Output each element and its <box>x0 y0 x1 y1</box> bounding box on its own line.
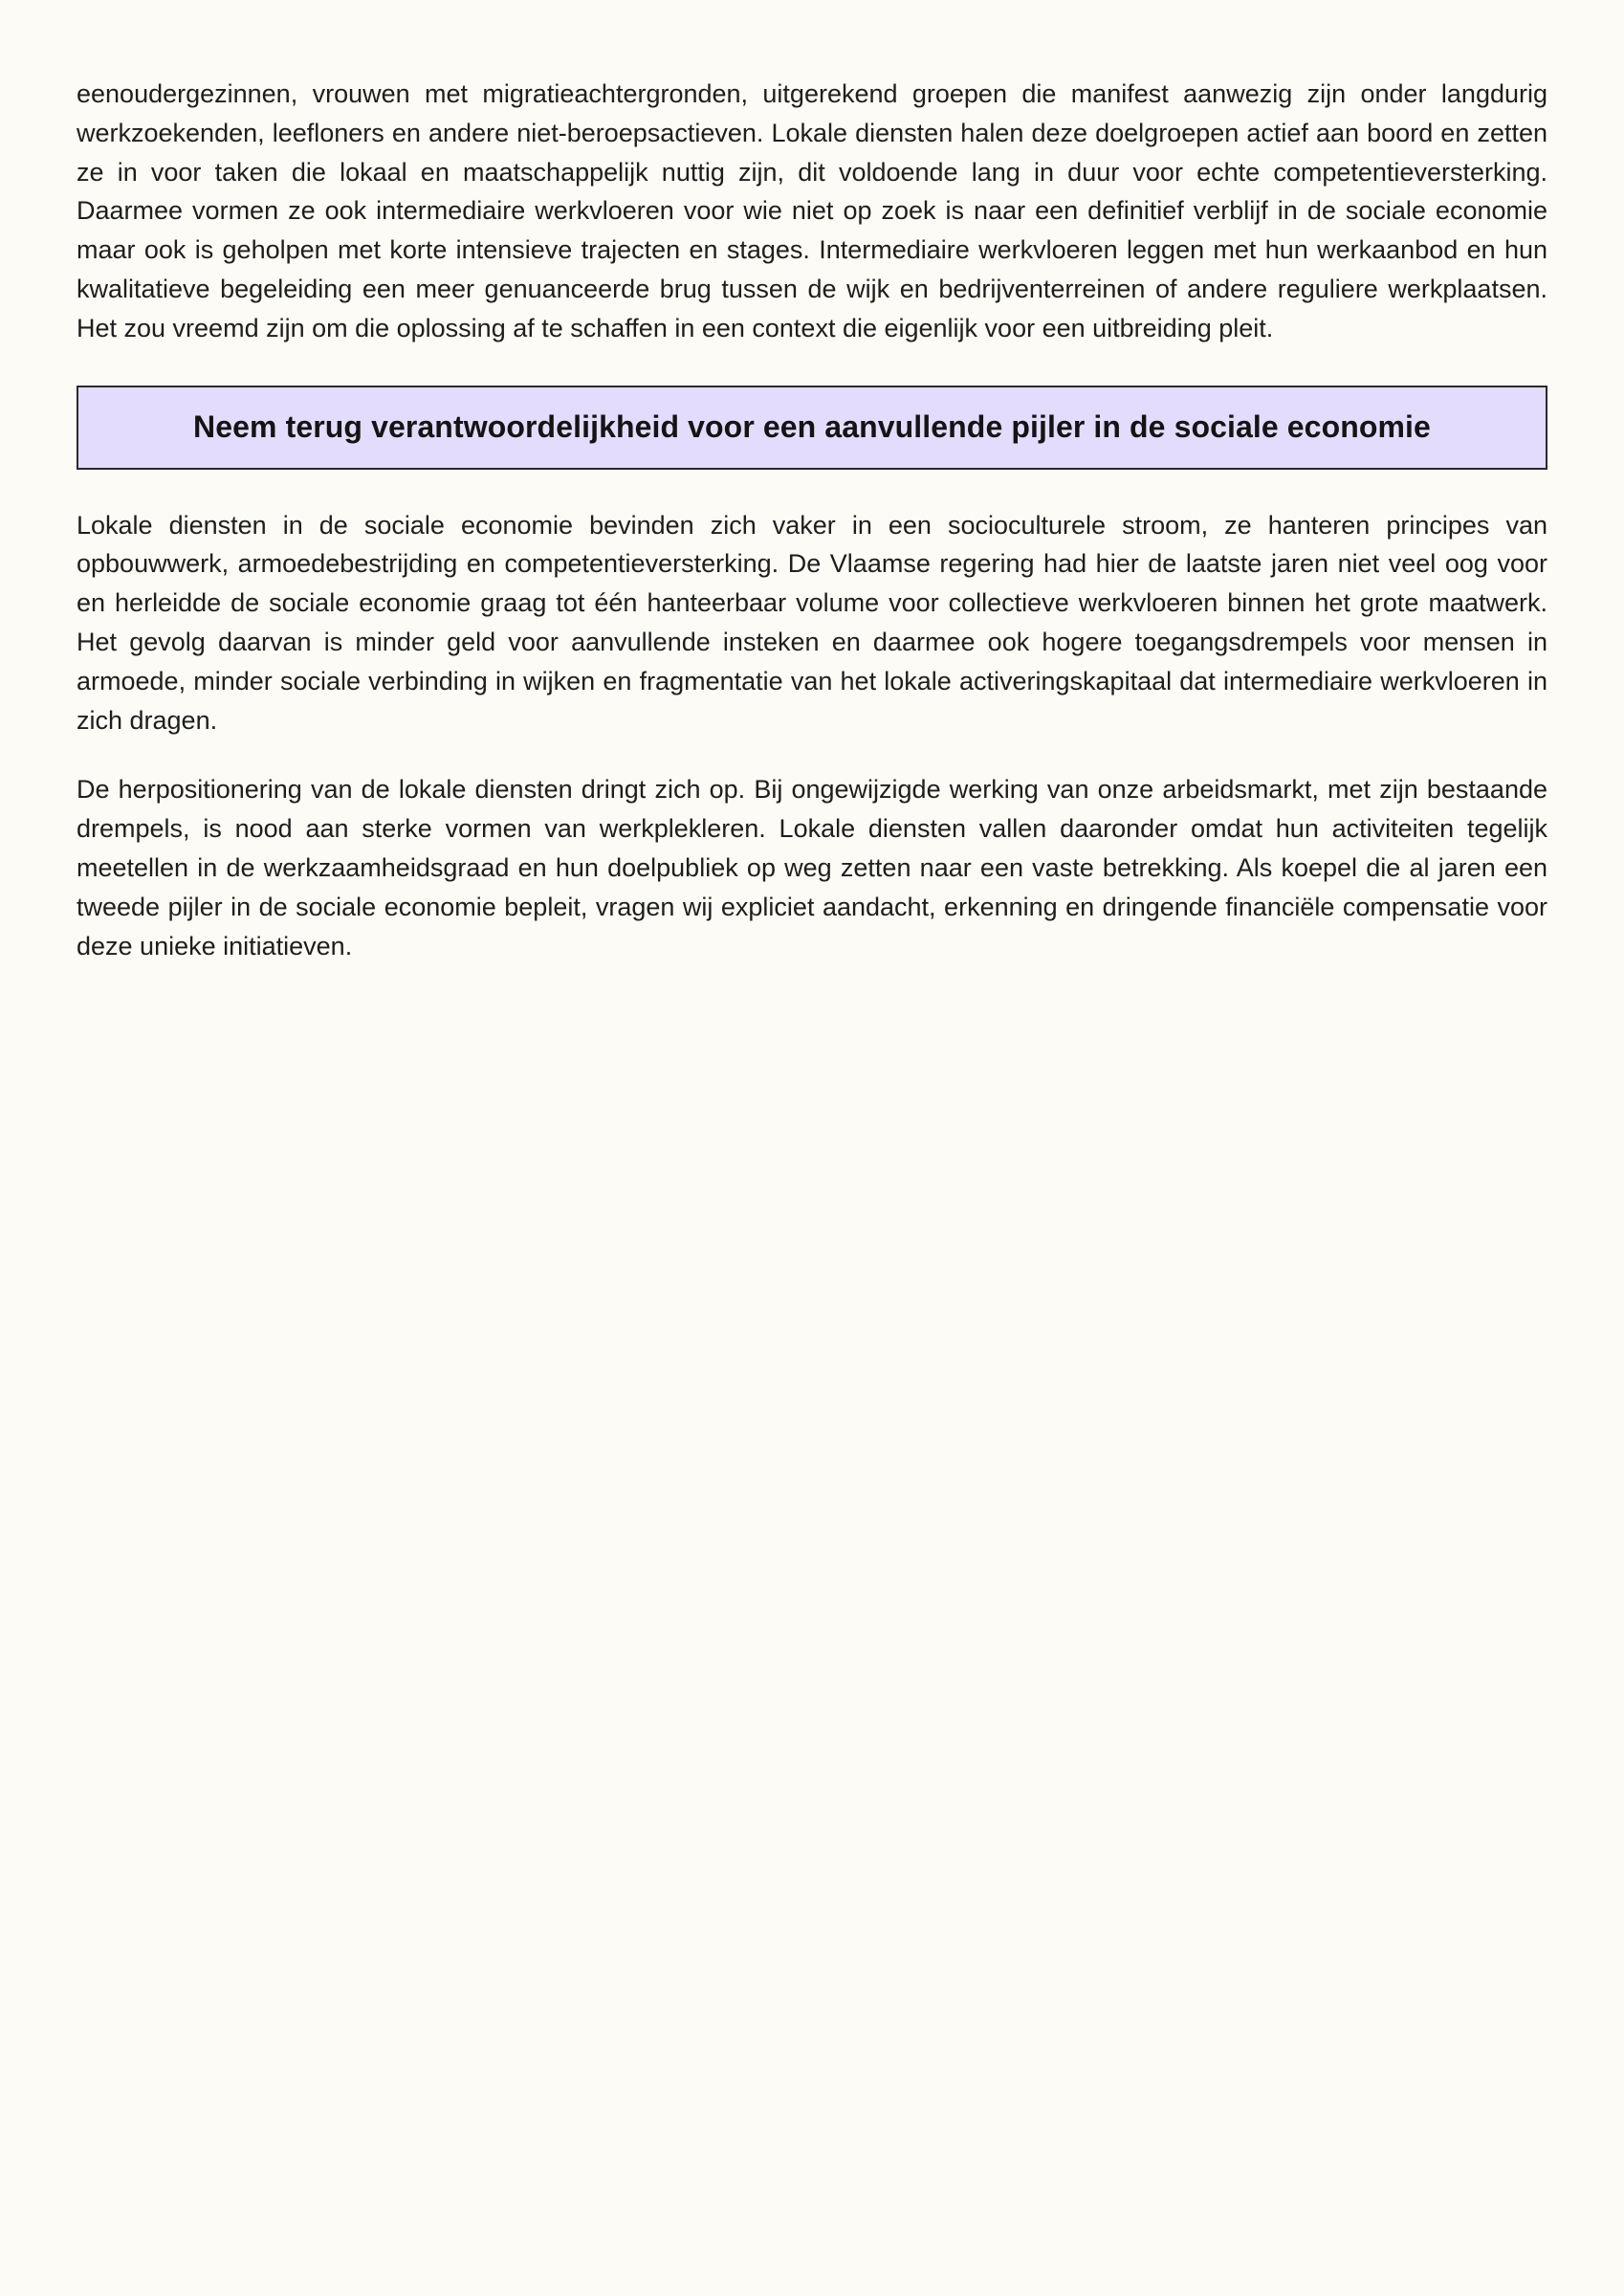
section-heading-box <box>77 386 1547 470</box>
document-page <box>77 75 1547 965</box>
section-paragraph: De herpositionering van de lokale diensten dringt zich op. Bij ongewijzigde werking van onze arbeidsmarkt, met zijn bestaande drempels, is nood aan sterke vormen van werkplekleren. Lokale diensten vallen daaronder omdat hun activiteiten tegelijk meetellen in de werkzaamheidsgraad en hun doelpubliek op weg zetten naar een vaste betrekking. Als koepel die al jaren een tweede pijler in de sociale economie bepleit, vragen wij expliciet aandacht, erkenning en dringende financiële compensatie voor deze unieke initiatieven. <box>77 775 1547 960</box>
intro-paragraph: eenoudergezinnen, vrouwen met migratieachtergronden, uitgerekend groepen die manifest aanwezig zijn onder langdurig werkzoekenden, leefloners en andere niet-beroepsactieven. Lokale diensten halen deze doelgroepen actief aan boord en zetten ze in voor taken die lokaal en maatschappelijk nuttig zijn, dit voldoende lang in duur voor echte competentieversterking. Daarmee vormen ze ook intermediaire werkvloeren voor wie niet op zoek is naar een definitief verblijf in de sociale economie maar ook is geholpen met korte intensieve trajecten en stages. Intermediaire werkvloeren leggen met hun werkaanbod en hun kwalitatieve begeleiding een meer genuanceerde brug tussen de wijk en bedrijventerreinen of andere reguliere werkplaatsen. Het zou vreemd zijn om die oplossing af te schaffen in een context die eigenlijk voor een uitbreiding pleit. <box>77 79 1547 342</box>
section-heading: Neem terug verantwoordelijkheid voor een aanvullende pijler in de sociale economie <box>193 409 1431 445</box>
section-paragraph: Lokale diensten in de sociale economie bevinden zich vaker in een socioculturele stroom, ze hanteren principes van opbouwwerk, armoedebestrijding en competentieversterking. De Vlaamse regering had hier de laatste jaren niet veel oog voor en herleidde de sociale economie graag tot één hanteerbaar volume voor collectieve werkvloeren binnen het grote maatwerk. Het gevolg daarvan is minder geld voor aanvullende insteken en daarmee ook hogere toegangsdrempels voor mensen in armoede, minder sociale verbinding in wijken en fragmentatie van het lokale activeringskapitaal dat intermediaire werkvloeren in zich dragen. <box>77 510 1547 735</box>
